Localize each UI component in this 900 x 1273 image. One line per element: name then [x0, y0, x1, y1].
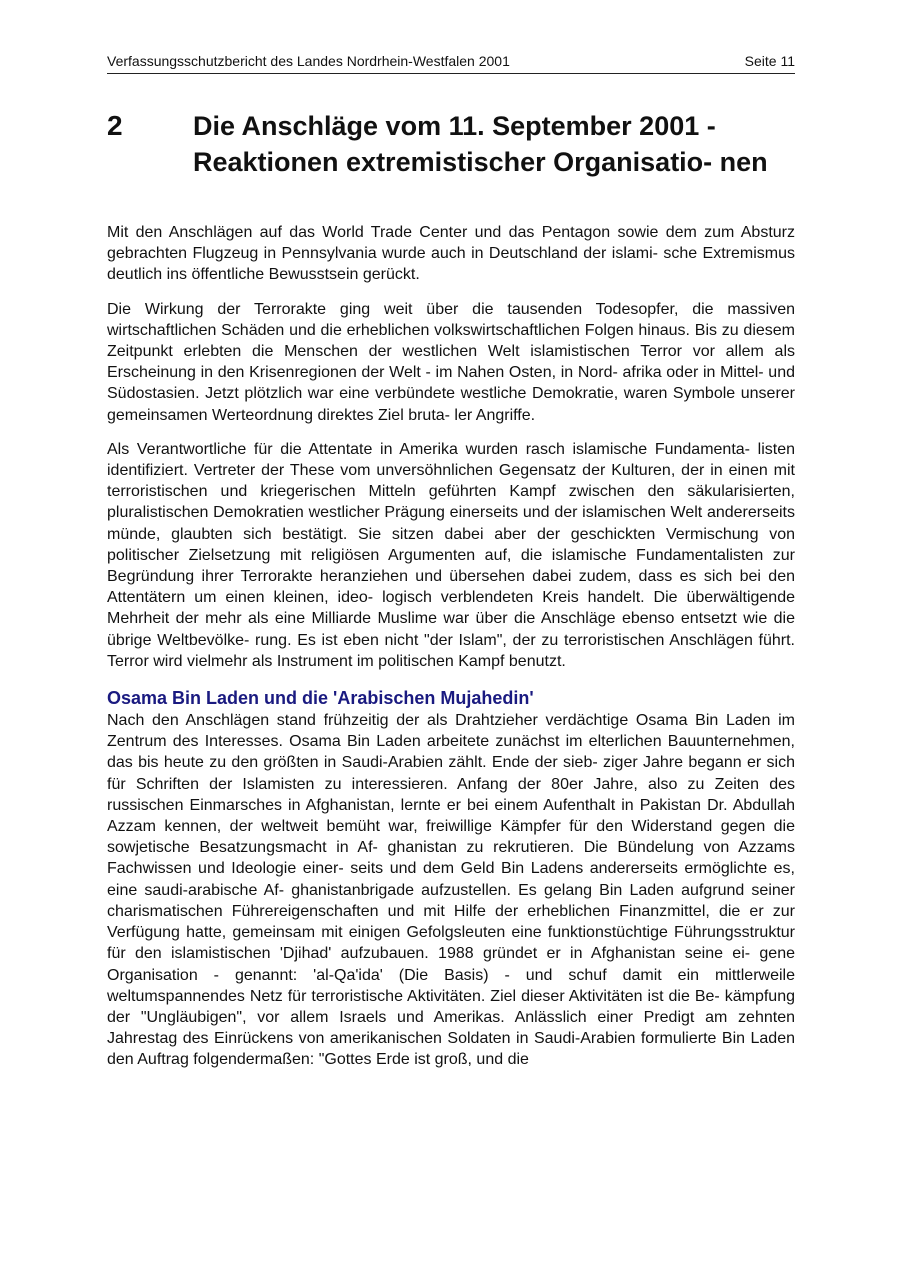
- chapter-title: Die Anschläge vom 11. September 2001 - Reaktionen extremistischer Organisatio- nen: [193, 111, 768, 177]
- document-title: Verfassungsschutzbericht des Landes Nordrhein-Westfalen 2001: [107, 53, 510, 69]
- page-header: [107, 52, 795, 74]
- body-text: [107, 222, 795, 1084]
- section-heading: Osama Bin Laden und die 'Arabischen Mujahedin': [107, 688, 534, 709]
- page-number: Seite 11: [744, 53, 795, 69]
- paragraph: Mit den Anschlägen auf das World Trade Center und das Pentagon sowie dem zum Absturz gebrachten Flugzeug in Pennsylvania wurde auch in Deutschland der islami- sche Extremismus deutlich ins öffentliche Bewusstsein gerückt.: [107, 224, 795, 284]
- chapter-number: 2: [107, 110, 123, 141]
- paragraph: Die Wirkung der Terrorakte ging weit über die tausenden Todesopfer, die massiven wirtschaftlichen Schäden und die erheblichen volkswirtschaftlichen Folgen hinaus. Bis zu diesem Zeitpunkt erlebten die Menschen der westlichen Welt islamistischen Terror vor allem als Erscheinung in den Krisenregionen der Welt - im Nahen Osten, in Nord- afrika oder in Mittel- und Südostasien. Jetzt plötzlich war eine verbündete westliche Demokratie, waren Symbole unserer gemeinsamen Werteordnung direktes Ziel bruta- ler Angriffe.: [107, 300, 795, 424]
- section-paragraph: Nach den Anschlägen stand frühzeitig der als Drahtzieher verdächtige Osama Bin Laden im Zentrum des Interesses. Osama Bin Laden arbeitete zunächst im elterlichen Bauunternehmen, das bis heute zu den größten in Saudi-Arabien zählt. Ende der sieb- ziger Jahre begann er sich für Schriften der Islamisten zu interessieren. Anfang der 80er Jahre, also zu Zeiten des russischen Einmarsches in Afghanistan, lernte er bei einem Aufenthalt in Pakistan Dr. Abdullah Azzam kennen, der weltweit bemüht war, freiwillige Kämpfer für den Widerstand gegen die sowjetische Besatzungsmacht in Af- ghanistan zu rekrutieren. Die Bündelung von Azzams Fachwissen und Ideologie einer- seits und dem Geld Bin Ladens andererseits ermöglichte es, eine saudi-arabische Af- ghanistanbrigade aufzustellen. Es gelang Bin Laden aufgrund seiner charismatischen Führereigenschaften und mit Hilfe der erheblichen Finanzmittel, die er zur Verfügung hatte, gemeinsam mit einigen Gefolgsleuten eine funktionstüchtige Führungsstruktur für den islamistischen 'Djihad' aufzubauen. 1988 gründet er in Afghanistan seine ei- gene Organisation - genannt: 'al-Qa'ida' (Die Basis) - und schuf damit ein mittlerweile weltumspannendes Netz für terroristische Aktivitäten. Ziel dieser Aktivitäten ist die Be- kämpfung der "Ungläubigen", vor allem Israels und Amerikas. Anlässlich einer Predigt am zehnten Jahrestag des Einrückens von amerikanischen Soldaten in Saudi-Arabien formulierte Bin Laden den Auftrag folgendermaßen: "Gottes Erde ist groß, und die: [107, 712, 795, 1069]
- paragraph: Als Verantwortliche für die Attentate in Amerika wurden rasch islamische Fundamenta- listen identifiziert. Vertreter der These vom unversöhnlichen Gegensatz der Kulturen, der in einen mit terroristischen und kriegerischen Mitteln geführten Kampf zwischen den säkularisierten, pluralistischen Demokratien westlicher Prägung einerseits und der islamischen Welt andererseits münde, glaubten sich bestätigt. Sie sitzen dabei aber der geschickten Vermischung von politischer Zielsetzung mit religiösen Argumenten auf, die islamische Fundamentalisten zur Begründung ihrer Terrorakte heranziehen und übersehen dabei zudem, dass es sich bei den Attentätern um einen kleinen, ideo- logisch verblendeten Kreis handelt. Die überwältigende Mehrheit der mehr als eine Milliarde Muslime war über die Anschläge ebenso entsetzt wie die übrige Weltbevölke- rung. Es ist eben nicht "der Islam", der zu terroristischen Anschlägen führt. Terror wird vielmehr als Instrument im politischen Kampf benutzt.: [107, 440, 795, 670]
